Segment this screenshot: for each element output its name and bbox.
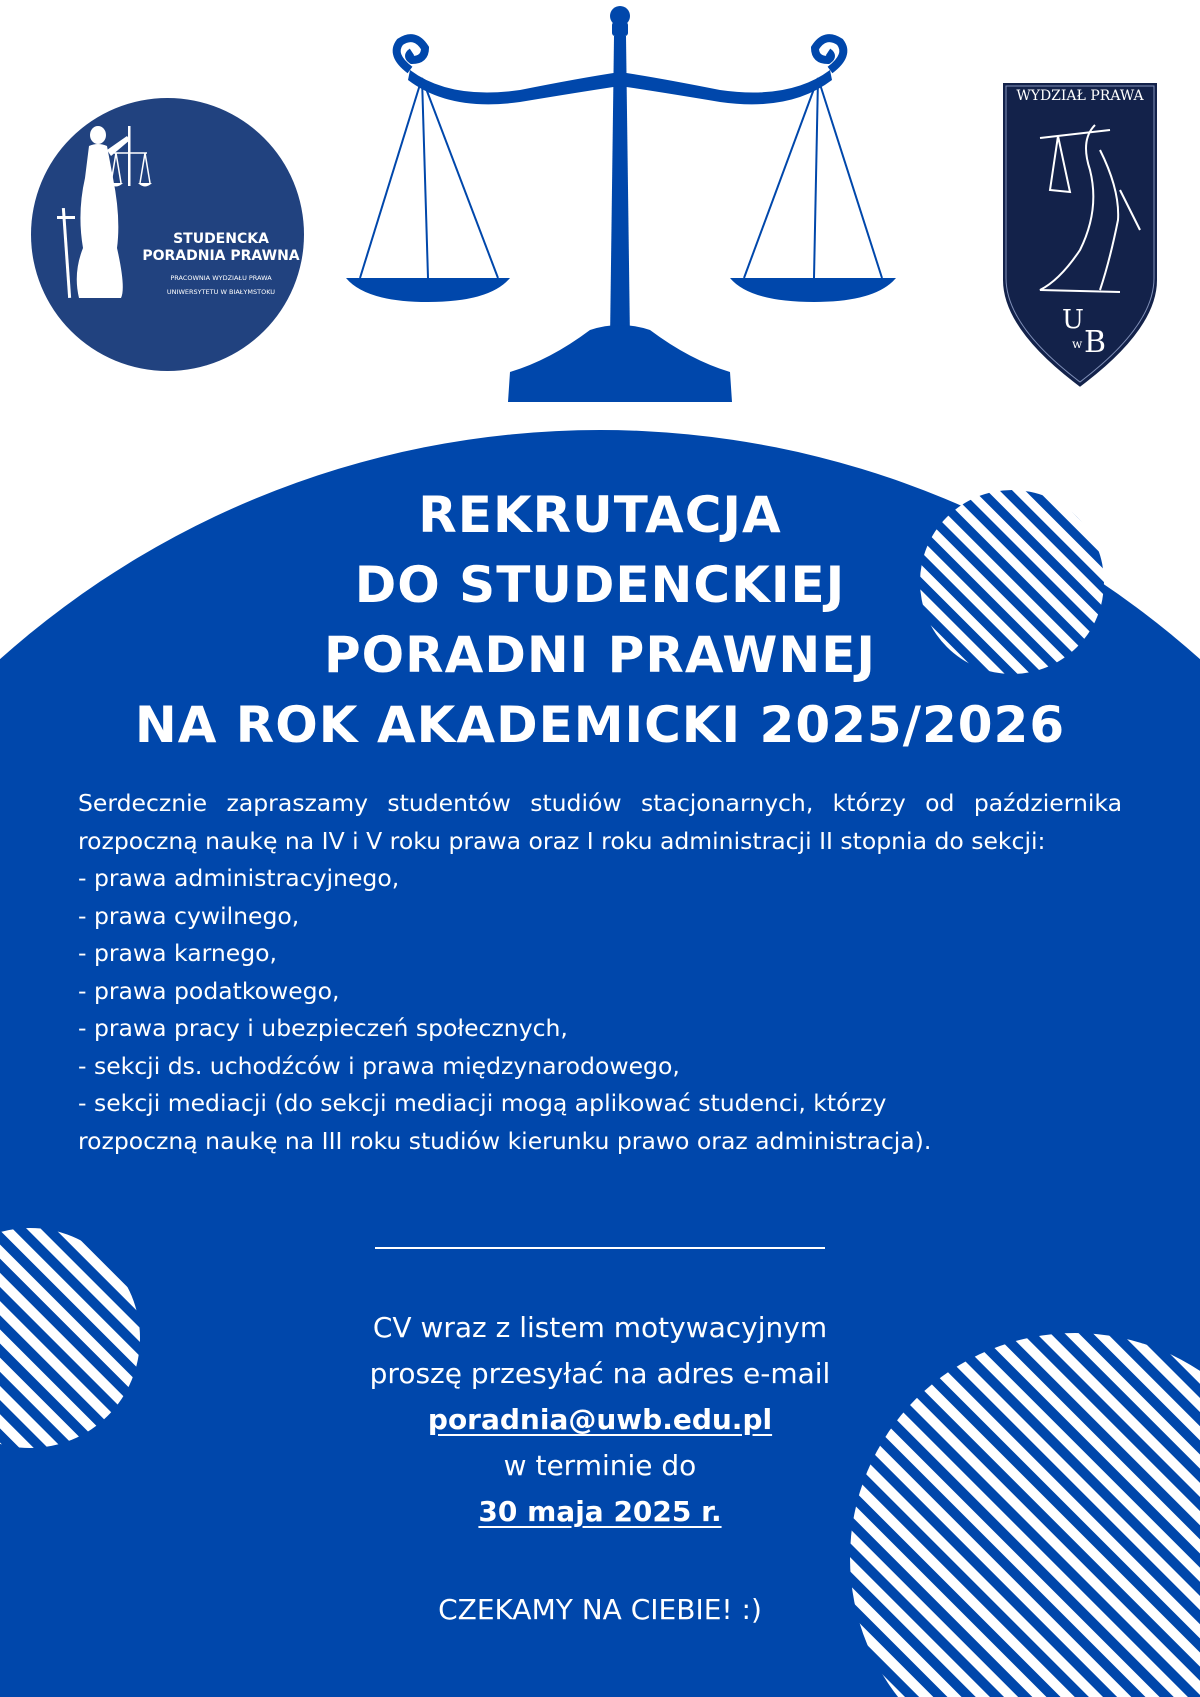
section-item: - prawa podatkowego, [78, 976, 340, 1005]
poster-title [0, 480, 1200, 760]
svg-text:B: B [1084, 325, 1107, 360]
svg-text:U: U [1062, 305, 1084, 335]
section-item: rozpoczną naukę na III roku studiów kierunku prawo oraz administracja). [78, 1126, 932, 1155]
title-line-1: REKRUTACJA [418, 486, 782, 544]
faculty-crest-icon [1000, 80, 1160, 390]
section-item: - prawa cywilnego, [78, 901, 300, 930]
cta-line-3: w terminie do [503, 1449, 697, 1482]
invitation-text [78, 785, 1122, 1160]
clinic-logo-line1: STUDENCKA [173, 231, 269, 247]
clinic-logo [31, 98, 304, 371]
svg-text:w: w [1072, 337, 1083, 351]
deadline-date: 30 maja 2025 r. [478, 1495, 722, 1528]
closing-message: CZEKAMY NA CIEBIE! :) [438, 1593, 762, 1626]
crest-title: WYDZIAŁ PRAWA [1016, 88, 1144, 104]
title-line-4: NA ROK AKADEMICKI 2025/2026 [134, 696, 1066, 754]
application-info [250, 1305, 950, 1535]
section-item: - sekcji mediacji (do sekcji mediacji mogą aplikować studenci, którzy [78, 1089, 887, 1117]
title-line-2: DO STUDENCKIEJ [354, 556, 846, 614]
clinic-logo-line2: PORADNIA PRAWNA [142, 248, 300, 264]
section-item: - prawa pracy i ubezpieczeń społecznych, [78, 1014, 568, 1042]
scale-of-justice-icon [340, 0, 900, 410]
section-item: - prawa karnego, [78, 939, 277, 967]
clinic-logo-line4: UNIWERSYTETU W BIAŁYMSTOKU [166, 288, 276, 296]
intro-paragraph: Serdecznie zapraszamy studentów studiów stacjonarnych, którzy od października rozpoczną naukę na IV i V roku prawa oraz I roku administracji II stopnia do sekcji: [78, 789, 1122, 855]
divider [375, 1247, 825, 1249]
section-item: - sekcji ds. uchodźców i prawa międzynarodowego, [78, 1051, 680, 1080]
email-link[interactable]: poradnia@uwb.edu.pl [427, 1403, 773, 1436]
section-item: - prawa administracyjnego, [78, 864, 400, 892]
clinic-logo-line3: PRACOWNIA WYDZIAŁU PRAWA [170, 274, 272, 282]
title-line-3: PORADNI PRAWNEJ [323, 626, 877, 684]
cta-line-2: proszę przesyłać na adres e-mail [369, 1357, 831, 1390]
cta-line-1: CV wraz z listem motywacyjnym [372, 1311, 828, 1344]
